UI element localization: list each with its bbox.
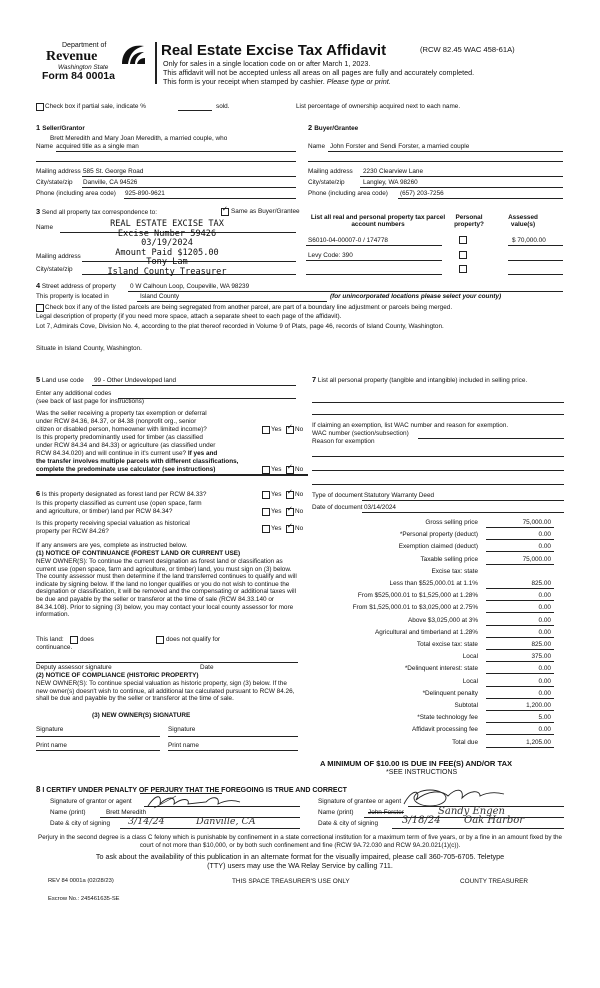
- stamp-line-0: REAL ESTATE EXCISE TAX: [110, 219, 224, 229]
- rcw-reference: (RCW 82.45 WAC 458-61A): [420, 45, 515, 54]
- legal-description-line2[interactable]: Situate in Island County, Washington.: [36, 345, 142, 352]
- segregated-parcel-checkbox[interactable]: [36, 304, 44, 312]
- tax-row-label: *Delinquent penalty: [422, 689, 478, 697]
- buyer-phone-label: Phone (including area code): [308, 190, 388, 197]
- buyer-mailing[interactable]: 2230 Clearview Lane: [363, 168, 424, 175]
- tax-row-value[interactable]: 1,200.00: [526, 702, 551, 709]
- tax-row-label: Gross selling price: [425, 519, 478, 526]
- personal-property-col-header: Personal property?: [454, 214, 484, 229]
- tax-row-rule: [486, 551, 554, 552]
- forest-no-label: No: [295, 491, 304, 498]
- buyer-mailing-rule: [360, 176, 563, 177]
- correspondence-mailing-label: Mailing address: [36, 253, 81, 260]
- forest-yes-checkbox[interactable]: [262, 491, 270, 499]
- historic-yes-label: Yes: [271, 525, 282, 532]
- correspondence-name-label: Name: [36, 224, 54, 231]
- tax-row-label: Less than $525,000.01 at 1.1%: [389, 580, 478, 587]
- current-use-question-b: and agriculture, or timber) land per RCW 84.34?: [36, 508, 173, 515]
- timber-question-c: RCW 84.34.020) and will continue in it's current use? If yes and: [36, 450, 218, 457]
- personal-property-label: 7 List all personal property (tangible and intangible) included in selling price.: [312, 375, 528, 384]
- exemption-question-a: Was the seller receiving a property tax exemption or deferral: [36, 410, 207, 417]
- tax-row-value[interactable]: 0.00: [538, 531, 551, 539]
- new-owner-signature-field-2[interactable]: [168, 736, 298, 737]
- assessed-value-col-header: Assessed value(s): [508, 214, 538, 229]
- form-number: Form 84 0001a: [42, 70, 115, 82]
- exemption-no-checkbox[interactable]: [286, 426, 294, 434]
- stamp-line-5: Island County Treasurer: [107, 266, 227, 277]
- stamp-line-3: Amount Paid $1205.00: [115, 247, 219, 258]
- tax-row-rule: [486, 649, 554, 650]
- timber-yes-label: Yes: [271, 466, 282, 473]
- parcel-col-header: List all real and personal property tax parcel account numbers: [310, 214, 446, 229]
- seller-mailing-rule: [82, 176, 296, 177]
- tax-row-value[interactable]: 0.00: [538, 592, 551, 600]
- grantor-name-label: Name (print): [50, 809, 86, 816]
- notice-compliance-body: NEW OWNER(S): To continue special valuation as historic property, sign (3) below. If the new owner(s) doesn't wish to continue, all additional tax calculated pursuant to RCW 84.26, shall be due and payable by the seller or transferor at the time of sale.: [36, 680, 295, 703]
- land-use-label: 5 Land use code: [36, 375, 84, 384]
- street-address[interactable]: 0 W Calhoun Loop, Coupeville, WA 98239: [130, 283, 250, 290]
- tax-row-rule: [486, 747, 554, 748]
- seller-name-line2[interactable]: acquired title as a single man: [56, 143, 139, 150]
- tax-row-value[interactable]: 1,205.00: [526, 738, 551, 746]
- land-use-code[interactable]: 99 - Other Undeveloped land: [94, 377, 177, 384]
- tax-row-label: Local: [462, 677, 478, 685]
- form-title: Real Estate Excise Tax Affidavit: [161, 42, 387, 59]
- current-use-question-a: Is this property classified as current use (open space, farm: [36, 500, 202, 507]
- dept-of-label: Department of: [62, 42, 107, 49]
- county-rule: [137, 301, 327, 302]
- sold-label: sold.: [216, 103, 230, 110]
- parcel-rule-3: [306, 274, 442, 275]
- county-treasurer-label: COUNTY TREASURER: [460, 878, 528, 885]
- see-back-note: (see back of last page for instructions): [36, 398, 144, 405]
- parcel-rule-2: [306, 260, 442, 261]
- forest-land-question: 6 Is this property designated as forest land per RCW 84.33?: [36, 489, 207, 498]
- receipt-note: This form is your receipt when stamped by cashier.: [163, 77, 325, 86]
- tax-row-value[interactable]: 0.00: [538, 616, 551, 624]
- historic-question-b: property per RCW 84.26?: [36, 528, 109, 535]
- seller-city-rule: [82, 187, 296, 188]
- tax-row-value[interactable]: 75,000.00: [522, 519, 551, 526]
- tax-row-rule: [486, 588, 554, 589]
- tax-row-rule: [486, 698, 554, 699]
- seller-name-line1: Brett Meredith and Mary Joan Meredith, a married couple, who: [50, 135, 228, 142]
- buyer-heading: 2 Buyer/Grantee: [308, 123, 359, 132]
- this-land-label: This land:: [36, 636, 64, 643]
- notice-continuance-body: NEW OWNER(S): To continue the current designation as forest land or classification as current use (open space, farm and agriculture, or timber) land, you must sign on (3) below. The county assessor must then determine if the land transferred continues to qualify and will indicate by signing below. If the land no longer qualifies or you do not wish to continue the designation or classification, it will be removed and the compensating or additional taxes will be due and payable by the seller or transferor at the time of sale (RCW 84.33.140 or 84.34.108). Prior to signing (3) below, you may contact your local county assessor for more information.: [36, 558, 297, 619]
- seller-mailing[interactable]: 585 St. George Road: [83, 168, 144, 175]
- tax-row-label: Local: [462, 653, 478, 661]
- personal-property-checkbox-1[interactable]: [459, 236, 467, 244]
- new-owner-signature-field-1[interactable]: [36, 736, 160, 737]
- treasurer-use-only: THIS SPACE TREASURER'S USE ONLY: [232, 878, 350, 885]
- grantee-name-struck[interactable]: John Forster: [368, 809, 404, 816]
- street-address-rule: [128, 291, 563, 292]
- new-owner-print-label-1: Print name: [36, 742, 67, 749]
- tax-row-label: *State technology fee: [417, 714, 478, 722]
- grantor-city[interactable]: Danville, CA: [196, 816, 256, 827]
- timber-question-a: Is this property predominantly used for timber (as classified: [36, 434, 203, 441]
- grantee-date[interactable]: 3/18/24: [402, 815, 441, 826]
- tax-row-label: Total excise tax: state: [416, 641, 478, 648]
- exemption-reason-field-2[interactable]: [312, 470, 564, 471]
- tax-row-value[interactable]: 5.00: [538, 714, 551, 722]
- historic-no-checkbox[interactable]: [286, 525, 294, 533]
- buyer-phone-rule: [398, 198, 563, 199]
- current-use-yes-label: Yes: [271, 508, 282, 515]
- seller-blank-rule: [36, 161, 296, 162]
- tax-row-rule: [486, 686, 554, 687]
- tax-row-value[interactable]: 0.00: [538, 689, 551, 697]
- seller-city-label: City/state/zip: [36, 179, 73, 186]
- tax-row-rule: [486, 710, 554, 711]
- parcel-rule-1: [306, 245, 442, 246]
- alternate-format-line1: To ask about the availability of this publication in an alternate format for the visually impaired, please call 360-705-6705. Teletype: [95, 852, 505, 861]
- tax-row-rule: [486, 661, 554, 662]
- exemption-reason-field-1[interactable]: [312, 456, 564, 457]
- exemption-reason-label: Reason for exemption: [312, 438, 375, 445]
- grantee-name[interactable]: Sandy Engen: [438, 806, 505, 817]
- legal-description-label: Legal description of property (if you need more space, attach a separate sheet to each page of the affidavit).: [36, 313, 342, 320]
- correspondence-city-label: City/state/zip: [36, 266, 73, 273]
- wac-number-label: WAC number (section/subsection): [312, 430, 409, 437]
- seller-city[interactable]: Danville, CA 94526: [83, 179, 138, 186]
- does-not-label: does not qualify for: [166, 636, 220, 643]
- personal-property-checkbox-2[interactable]: [459, 251, 467, 259]
- grantor-date[interactable]: 3/14/24: [128, 816, 165, 827]
- tax-row-rule: [486, 600, 554, 601]
- deputy-date-label: Date: [200, 664, 214, 671]
- tax-row-value[interactable]: 825.00: [531, 580, 551, 587]
- tax-row-label: Subtotal: [454, 702, 478, 709]
- seller-mailing-label: Mailing address: [36, 168, 81, 175]
- document-type-rule: [362, 500, 564, 501]
- tax-row-label: Taxable selling price: [420, 555, 478, 563]
- land-use-rule: [92, 385, 296, 386]
- yes-label: Yes: [271, 426, 282, 433]
- tax-row-value[interactable]: 825.00: [531, 641, 551, 648]
- grantor-signature-scrawl-icon: [146, 792, 242, 810]
- tax-row-label: Agricultural and timberland at 1.28%: [374, 628, 478, 636]
- historic-question-a: Is this property receiving special valuation as historical: [36, 520, 190, 527]
- see-instructions-note: *SEE INSTRUCTIONS: [386, 769, 458, 776]
- timber-yes-checkbox[interactable]: [262, 466, 270, 474]
- current-use-no-label: No: [295, 508, 304, 515]
- grantor-signature-label: Signature of grantor or agent: [50, 798, 132, 805]
- personal-property-field-1[interactable]: [312, 402, 564, 403]
- grantee-date-label: Date & city of signing: [318, 820, 379, 827]
- tax-row-value[interactable]: 0.00: [538, 628, 551, 636]
- same-as-buyer-label: Same as Buyer/Grantee: [231, 208, 300, 215]
- document-date-rule: [362, 512, 564, 513]
- continuance-label: continuance.: [36, 644, 73, 651]
- document-date-label: Date of document: [312, 504, 363, 511]
- buyer-name-rule: [328, 151, 563, 152]
- tax-row-label: Exemption claimed (deduct): [398, 543, 478, 551]
- same-as-buyer-checkbox[interactable]: [221, 208, 229, 216]
- parcel-number-1[interactable]: S6010-04-00007-0 / 174778: [308, 237, 388, 244]
- tax-row-rule: [486, 625, 554, 626]
- assessed-rule-1: [508, 245, 563, 246]
- buyer-city[interactable]: Langley, WA 98260: [363, 179, 418, 186]
- deputy-signature-label: Deputy assessor signature: [36, 664, 112, 671]
- street-address-label: 4 Street address of property: [36, 281, 116, 290]
- grantor-date-rule: [120, 828, 300, 829]
- certify-statement: 8 I CERTIFY UNDER PENALTY OF PERJURY THAT THE FOREGOING IS TRUE AND CORRECT: [36, 785, 347, 794]
- historic-no-label: No: [295, 525, 304, 532]
- grantee-date-rule: [392, 828, 564, 829]
- new-owner-print-label-2: Print name: [168, 742, 199, 749]
- wac-number-field[interactable]: [418, 438, 564, 439]
- header-line1: Only for sales in a single location code on or after March 1, 2023.: [163, 59, 371, 68]
- any-yes-note: If any answers are yes, complete as instructed below.: [36, 542, 188, 549]
- new-owner-print-field-2[interactable]: [168, 750, 298, 751]
- document-type-label: Type of document: [312, 492, 363, 499]
- assessed-value-1[interactable]: $ 70,000.00: [512, 237, 546, 244]
- notice-compliance-title: (2) NOTICE OF COMPLIANCE (HISTORIC PROPERTY): [36, 672, 199, 679]
- historic-yes-checkbox[interactable]: [262, 525, 270, 533]
- exemption-question-b: under RCW 84.36, 84.37, or 84.38 (nonprofit org., senior: [36, 418, 197, 425]
- segregated-parcel-label: Check box if any of the listed parcels are being segregated from another parcel, are part of a boundary line adjustment or parcels being merged.: [45, 304, 453, 311]
- tax-row-value[interactable]: 0.00: [538, 726, 551, 734]
- tax-row-rule: [486, 612, 554, 613]
- seller-name-rule: [56, 151, 296, 152]
- grantee-name-label: Name (print): [318, 809, 354, 816]
- timber-no-label: No: [295, 466, 304, 473]
- buyer-blank-rule: [308, 161, 563, 162]
- perjury-warning: Perjury in the second degree is a class C felony which is punishable by confinement in a state correctional institution for a maximum term of five years, or by a fine in an amount fixed by the court of not more than $10,000, or by both such confinement and fine (RCW 9A.72.030 and RCW 9A.20.021(1)(c)).: [38, 834, 562, 849]
- current-use-yes-checkbox[interactable]: [262, 508, 270, 516]
- does-label: does: [80, 636, 94, 643]
- tax-row-rule: [486, 637, 554, 638]
- current-use-no-checkbox[interactable]: [286, 508, 294, 516]
- tax-row-label: Total due: [452, 738, 478, 746]
- grantee-signature-scrawl-icon: [396, 786, 516, 808]
- buyer-name[interactable]: John Forster and Sendi Forster, a married couple: [330, 143, 470, 150]
- revenue-label: Revenue: [46, 49, 98, 64]
- new-owner-signature-title: (3) NEW OWNER(S) SIGNATURE: [92, 712, 191, 719]
- partial-sale-label: Check box if partial sale, indicate %: [45, 103, 146, 110]
- tax-row-label: From $1,525,000.01 to $3,025,000 at 2.75%: [352, 604, 478, 612]
- escrow-number: Escrow No.: 245461635-SE: [48, 896, 120, 902]
- levy-code[interactable]: Levy Code: 390: [308, 252, 353, 259]
- tax-row-label: *Delinquent interest: state: [404, 665, 478, 673]
- tax-row-label: Above $3,025,000 at 3%: [408, 616, 478, 624]
- deputy-signature-field[interactable]: [36, 662, 298, 663]
- type-or-print-note: Please type or print.: [326, 77, 391, 86]
- tax-row-rule: [486, 734, 554, 735]
- header-divider: [155, 42, 157, 84]
- tax-row-rule: [486, 722, 554, 723]
- tax-row-rule: [486, 527, 554, 528]
- additional-codes-label: Enter any additional codes: [36, 390, 112, 397]
- exemption-question-c: citizen or disabled person, homeowner with limited income)?: [36, 426, 207, 433]
- tax-row-value[interactable]: 75,000.00: [522, 555, 551, 563]
- correspondence-label: 3 Send all property tax correspondence to:: [36, 207, 158, 216]
- tax-row-label: Excise tax: state: [431, 567, 478, 575]
- tax-row-rule: [486, 673, 554, 674]
- dor-emblem-icon: [118, 42, 148, 68]
- buyer-phone[interactable]: (657) 203-7256: [400, 190, 444, 197]
- tax-row-rule: [486, 564, 554, 565]
- seller-heading: 1 Seller/Grantor: [36, 123, 85, 132]
- assessed-rule-2: [508, 260, 563, 261]
- alternate-format-note: [34, 852, 566, 870]
- new-owner-signature-label-2: Signature: [168, 726, 196, 733]
- assessed-rule-3: [508, 274, 563, 275]
- timber-question-b: under RCW 84.34 and 84.33) or agriculture (as classified under: [36, 442, 216, 449]
- stamp-line-2: 03/19/2024: [141, 238, 193, 249]
- alternate-format-line2: (TTY) users may use the WA Relay Service by calling 711.: [207, 861, 393, 870]
- tax-row-label: Affidavit processing fee: [412, 726, 478, 734]
- forest-yes-label: Yes: [271, 491, 282, 498]
- buyer-city-label: City/state/zip: [308, 179, 345, 186]
- washington-state-label: Washington State: [58, 64, 109, 71]
- header-line3: [163, 78, 391, 87]
- buyer-name-label: Name: [308, 143, 326, 150]
- tax-row-value[interactable]: 0.00: [538, 677, 551, 685]
- stamp-line-1: Excise Number 59426: [117, 228, 217, 239]
- grantor-name[interactable]: Brett Meredith: [106, 809, 147, 816]
- timber-question-e: the transfer involves multiple parcels with different classifications,: [36, 458, 239, 465]
- does-not-checkbox[interactable]: [156, 636, 164, 644]
- personal-property-checkbox-3[interactable]: [459, 265, 467, 273]
- tax-row-value[interactable]: 375.00: [531, 653, 551, 661]
- buyer-city-rule: [360, 187, 563, 188]
- legal-description-line1[interactable]: Lot 7, Admirals Cove, Division No. 4, according to the plat thereof recorded in Volume 9 of Plats, page 46, records of Island County, Washington.: [36, 323, 444, 330]
- treasurer-stamp: [92, 220, 242, 278]
- exemption-reason-field-3[interactable]: [312, 484, 564, 485]
- document-date[interactable]: 03/14/2024: [364, 504, 396, 511]
- seller-phone-label: Phone (including area code): [36, 190, 116, 197]
- seller-phone-rule: [124, 198, 296, 199]
- seller-name-label: Name: [36, 143, 54, 150]
- partial-sale-checkbox[interactable]: [36, 103, 44, 111]
- additional-codes-field[interactable]: [118, 398, 296, 399]
- tax-row-label: *Personal property (deduct): [399, 531, 478, 539]
- tax-row-value[interactable]: 0.00: [538, 604, 551, 612]
- grantee-signature-label: Signature of grantee or agent: [318, 798, 402, 805]
- buyer-mailing-label: Mailing address: [308, 168, 353, 175]
- tax-row-rule: [486, 539, 554, 540]
- notice-continuance-title: (1) NOTICE OF CONTINUANCE (FOREST LAND OR CURRENT USE): [36, 550, 241, 557]
- timber-question-f: complete the predominate use calculator (see instructions): [36, 466, 216, 473]
- personal-property-field-2[interactable]: [312, 414, 564, 415]
- tax-row-label: From $525,000.01 to $1,525,000 at 1.28%: [357, 592, 478, 600]
- county-select[interactable]: Island County: [140, 293, 180, 300]
- new-owner-print-field-1[interactable]: [36, 750, 160, 751]
- partial-sale-pct-field[interactable]: [178, 110, 212, 111]
- section5-rule: [36, 474, 308, 476]
- new-owner-signature-label-1: Signature: [36, 726, 64, 733]
- revision-label: REV 84 0001a (02/28/23): [48, 878, 114, 884]
- header-line2: This affidavit will not be accepted unless all areas on all pages are fully and accurately completed.: [163, 68, 475, 77]
- grantee-city[interactable]: Oak Harbor: [464, 815, 525, 826]
- seller-phone[interactable]: 925-890-9621: [125, 190, 165, 197]
- exemption-yes-checkbox[interactable]: [262, 426, 270, 434]
- forest-no-checkbox[interactable]: [286, 491, 294, 499]
- timber-no-checkbox[interactable]: [286, 466, 294, 474]
- does-checkbox[interactable]: [70, 636, 78, 644]
- document-type[interactable]: Statutory Warranty Deed: [364, 492, 435, 499]
- tax-row-value[interactable]: 0.00: [538, 665, 551, 673]
- tax-row-value[interactable]: 0.00: [538, 543, 551, 551]
- located-in-label: This property is located in: [36, 293, 109, 300]
- exemption-wac-note: If claiming an exemption, list WAC number and reason for exemption.: [312, 422, 509, 429]
- unincorporated-note: (for unincorporated locations please select your county): [330, 293, 502, 300]
- grantor-date-label: Date & city of signing: [50, 820, 111, 827]
- list-percentage-note: List percentage of ownership acquired next to each name.: [296, 103, 461, 110]
- minimum-fee-note: A MINIMUM OF $10.00 IS DUE IN FEE(S) AND/OR TAX: [320, 759, 513, 768]
- stamp-line-4: Tony Lam: [146, 257, 188, 268]
- no-label: No: [295, 426, 304, 433]
